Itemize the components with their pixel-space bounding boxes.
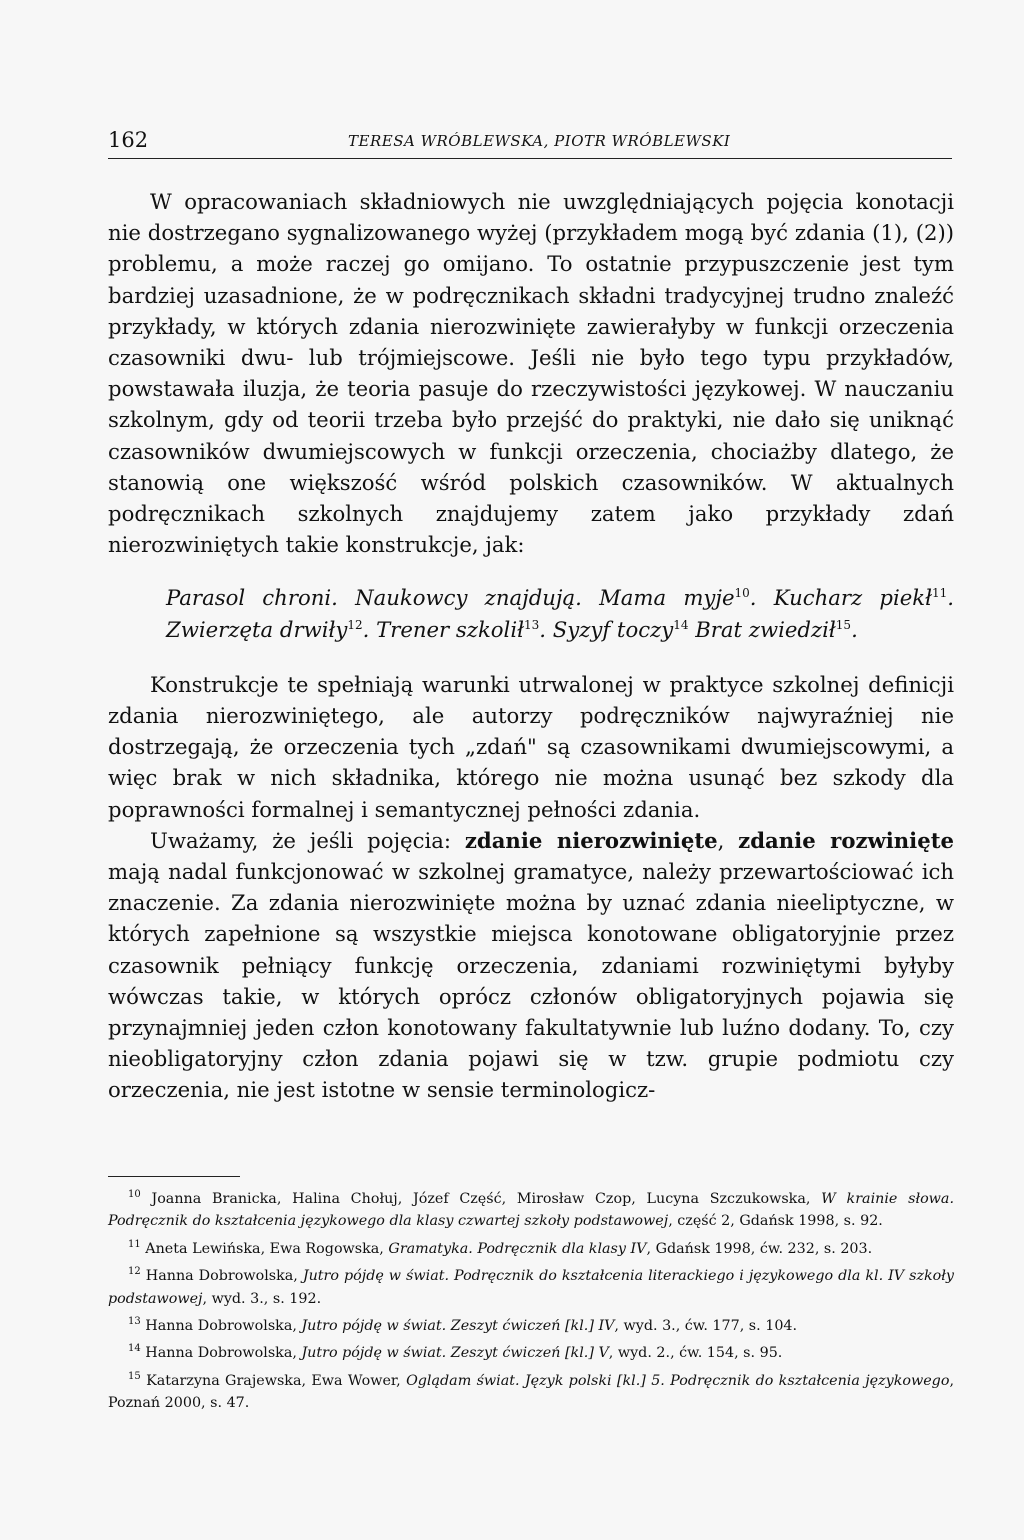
- term-zdanie-nierozwiniete: zdanie nierozwinięte: [464, 827, 718, 853]
- footnote-divider: [108, 1176, 240, 1177]
- footnote: [108, 1315, 954, 1337]
- footnote-ref-11[interactable]: 11: [931, 586, 948, 601]
- footnote-details: , Poznań 2000, s. 47.: [108, 1372, 954, 1412]
- footnote-number: 14: [128, 1343, 141, 1355]
- footnote-authors: Joanna Branicka, Halina Chołuj, Józef Część, Mirosław Czop, Lucyna Szczukowska,: [140, 1191, 822, 1207]
- footnote-details: , Gdańsk 1998, ćw. 232, s. 203.: [646, 1240, 873, 1257]
- paragraph-3-text-c: mają nadal funkcjonować w szkolnej gramatyce, należy przewartościować ich znaczenie. Za zdania nierozwinięte można by uznać zdania nieeliptyczne, w których zapełnione są wszystkie miejsca konotowane obligatoryjnie przez czasownik pełniący funkcję orzeczenia, zdaniami rozwiniętymi byłyby wówczas takie, w których oprócz członów obligatoryjnych pojawia się przynajmniej jeden człon konotowany fakultatywnie lub luźno dodany. To, czy nieobligatoryjny człon zdania pojawi się w tzw. grupie podmiotu czy orzeczenia, nie jest istotne w sensie terminologicz-: [108, 859, 954, 1103]
- footnote-authors: Hanna Dobrowolska,: [140, 1318, 302, 1335]
- paragraph-2: Konstrukcje te spełniają warunki utrwalonej w praktyce szkolnej definicji zdania nierozwiniętego, ale autorzy podręczników najwyraźniej nie dostrzegają, że orzeczenia tych „zdań" są czasownikami dwumiejscowymi, a więc brak w nich składnika, którego nie można usunąć bez szkody dla poprawności formalnej i semantycznej pełności zdania.: [108, 671, 954, 822]
- footnote-authors: Aneta Lewińska, Ewa Rogowska,: [140, 1240, 389, 1257]
- footnotes: [108, 1188, 954, 1420]
- footnote: [108, 1342, 954, 1364]
- example-sentences: [108, 582, 954, 644]
- example-4: . Kucharz piekł: [749, 585, 932, 611]
- footnote-number: 10: [128, 1189, 141, 1201]
- footnote-authors: Katarzyna Grajewska, Ewa Wower,: [140, 1372, 407, 1389]
- footnote-ref-15[interactable]: 15: [835, 617, 852, 632]
- example-3: Mama myje: [599, 585, 735, 611]
- main-text: [108, 186, 954, 1106]
- footnote: [108, 1265, 954, 1310]
- footnote-details: , wyd. 3., ćw. 177, s. 104.: [614, 1318, 798, 1335]
- footnote-number: 12: [128, 1266, 141, 1278]
- footnote-ref-13[interactable]: 13: [523, 617, 540, 632]
- example-8: Brat zwiedził: [688, 616, 836, 642]
- footnote-details: , część 2, Gdańsk 1998, s. 92.: [668, 1213, 883, 1230]
- footnote: [108, 1370, 954, 1415]
- footnote-details: , wyd. 3., s. 192.: [202, 1290, 322, 1307]
- example-2: Naukowcy znajdują.: [355, 585, 582, 611]
- paragraph-3-text-b: ,: [717, 827, 739, 853]
- footnote-authors: Hanna Dobrowolska,: [140, 1268, 303, 1285]
- footnote-details: , wyd. 2., ćw. 154, s. 95.: [608, 1345, 783, 1362]
- footnote-authors: Hanna Dobrowolska,: [140, 1345, 302, 1362]
- footnote-ref-12[interactable]: 12: [347, 617, 363, 632]
- footnote-title: Jutro pójdę w świat. Podręcznik do kształcenia literackiego i językowego dla kl. IV szkoły podstawowej: [108, 1268, 954, 1307]
- page-header: [108, 124, 952, 159]
- footnote-ref-10[interactable]: 10: [734, 586, 750, 601]
- paragraph-3-text-a: Uważamy, że jeśli pojęcia:: [150, 827, 465, 853]
- paragraph-3: [108, 825, 954, 1106]
- example-7: . Syzyf toczy: [539, 616, 674, 642]
- footnote: [108, 1238, 954, 1260]
- running-head: TERESA WRÓBLEWSKA, PIOTR WRÓBLEWSKI: [348, 132, 731, 150]
- footnote-title: Oglądam świat. Język polski [kl.] 5. Podręcznik do kształcenia językowego: [406, 1372, 950, 1389]
- footnote-ref-14[interactable]: 14: [673, 617, 689, 632]
- footnote-number: 13: [128, 1316, 141, 1328]
- footnote-title: Jutro pójdę w świat. Zeszyt ćwiczeń [kl.] IV: [301, 1318, 615, 1335]
- page-number: 162: [108, 128, 149, 152]
- example-end: .: [851, 616, 858, 642]
- footnote: [108, 1188, 954, 1233]
- footnote-number: 11: [128, 1239, 141, 1251]
- footnote-number: 15: [128, 1371, 141, 1383]
- term-zdanie-rozwiniete: zdanie rozwinięte: [738, 827, 954, 853]
- example-5: . Zwierzęta drwiły: [166, 585, 954, 642]
- footnote-title: W krainie słowa. Podręcznik do kształcenia językowego dla klasy czwartej szkoły podstawowej: [108, 1191, 954, 1230]
- footnote-title: Gramatyka. Podręcznik dla klasy IV: [388, 1240, 647, 1257]
- example-6: . Trener szkolił: [362, 616, 524, 642]
- example-1: Parasol chroni.: [166, 585, 338, 611]
- paragraph-1: W opracowaniach składniowych nie uwzględniających pojęcia konotacji nie dostrzegano sygnalizowanego wyżej (przykładem mogą być zdania (1), (2)) problemu, a może raczej go omijano. To ostatnie przypuszczenie jest tym bardziej uzasadnione, że w podręcznikach składni tradycyjnej trudno znaleźć przykłady, w których zdania nierozwinięte zawierałyby w funkcji orzeczenia czasowniki dwu- lub trójmiejscowe. Jeśli nie było tego typu przykładów, powstawała iluzja, że teoria pasuje do rzeczywistości językowej. W nauczaniu szkolnym, gdy od teorii trzeba było przejść do praktyki, nie dało się uniknąć czasowników dwumiejscowych w funkcji orzeczenia, chociażby dlatego, że stanowią one większość wśród polskich czasowników. W aktualnych podręcznikach szkolnych znajdujemy zatem jako przykłady zdań nierozwiniętych takie konstrukcje, jak:: [108, 189, 954, 558]
- footnote-title: Jutro pójdę w świat. Zeszyt ćwiczeń [kl.] V: [301, 1345, 609, 1362]
